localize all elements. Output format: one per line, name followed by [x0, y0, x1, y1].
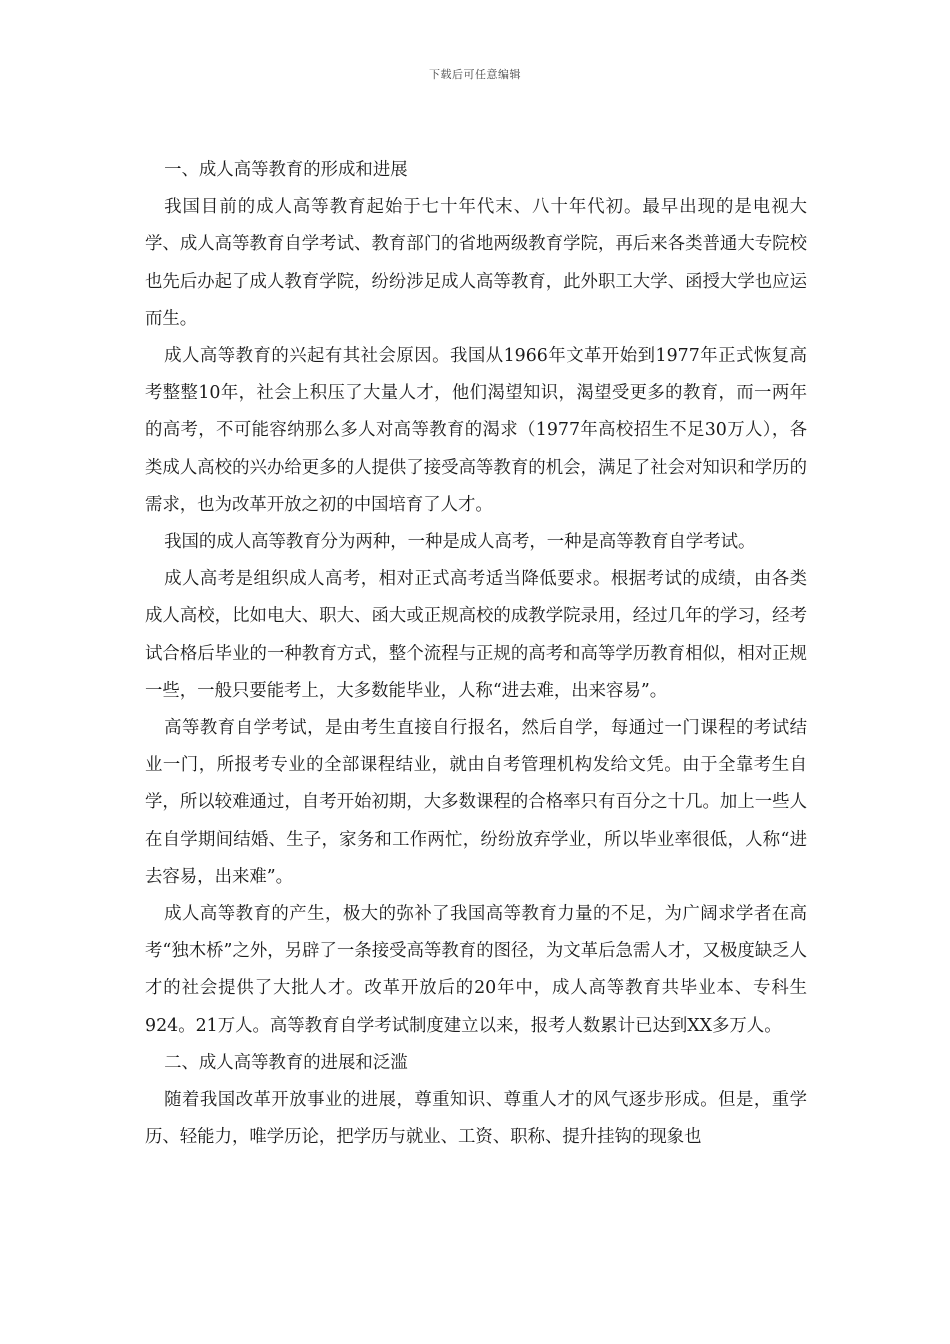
- paragraph: 我国的成人高等教育分为两种，一种是成人高考，一种是高等教育自学考试。: [164, 532, 756, 553]
- page-header: 下载后可任意编辑: [429, 68, 521, 81]
- paragraph: 随着我国改革开放事业的进展，尊重知识、尊重人才的风气逐步形成。但是，重学历、轻能力，唯学历论，把学历与就业、工资、职称、提升挂钩的现象也: [145, 1090, 807, 1148]
- paragraph: 成人高等教育的兴起有其社会原因。我国从1966年文革开始到1977年正式恢复高考整整10年，社会上积压了大量人才，他们渴望知识，渴望受更多的教育，而一两年的高考，不可能容纳那么多人对高等教育的渴求（1977年高校招生不足30万人），各类成人高校的兴办给更多的人提供了接受高等教育的机会，满足了社会对知识和学历的需求，也为改革开放之初的中国培育了人才。: [145, 346, 807, 515]
- paragraph: 高等教育自学考试，是由考生直接自行报名，然后自学，每通过一门课程的考试结业一门，所报考专业的全部课程结业，就由自考管理机构发给文凭。由于全靠考生自学，所以较难通过，自考开始初期，大多数课程的合格率只有百分之十几。加上一些人在自学期间结婚、生子，家务和工作两忙，纷纷放弃学业，所以毕业率很低，人称“进去容易，出来难”。: [145, 718, 807, 887]
- paragraph: 成人高等教育的产生，极大的弥补了我国高等教育力量的不足，为广阔求学者在高考“独木桥”之外，另辟了一条接受高等教育的图径，为文革后急需人才，又极度缺乏人才的社会提供了大批人才。改革开放后的20年中，成人高等教育共毕业本、专科生924。21万人。高等教育自学考试制度建立以来，报考人数累计已达到XX多万人。: [145, 904, 807, 1036]
- paragraph: 我国目前的成人高等教育起始于七十年代末、八十年代初。最早出现的是电视大学、成人高等教育自学考试、教育部门的省地两级教育学院，再后来各类普通大专院校也先后办起了成人教育学院，纷纷涉足成人高等教育，此外职工大学、函授大学也应运而生。: [145, 197, 807, 329]
- paragraph: 成人高考是组织成人高考，相对正式高考适当降低要求。根据考试的成绩，由各类成人高校，比如电大、职大、函大或正规高校的成教学院录用，经过几年的学习，经考试合格后毕业的一种教育方式，整个流程与正规的高考和高等学历教育相似，相对正规一些，一般只要能考上，大多数能毕业，人称“进去难，出来容易”。: [145, 569, 807, 701]
- document-body: [145, 152, 807, 1156]
- section-heading-1: 一、成人高等教育的形成和进展: [164, 160, 408, 180]
- section-heading-2: 二、成人高等教育的进展和泛滥: [164, 1052, 408, 1073]
